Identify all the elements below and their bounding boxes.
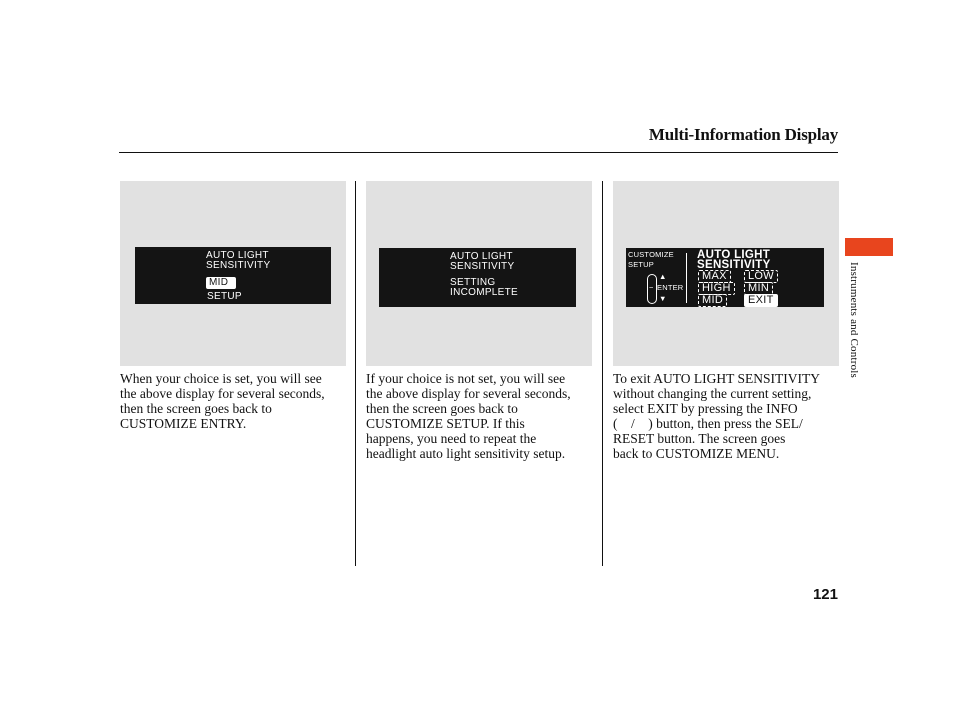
body-text-column-3 — [613, 371, 820, 461]
text-line: happens, you need to repeat the — [366, 431, 537, 446]
option-mid: MID — [698, 294, 727, 307]
up-arrow-icon: ▲ — [659, 272, 667, 281]
enter-label: ENTER — [657, 283, 684, 292]
screen-line: AUTO LIGHT — [206, 250, 269, 261]
text-line: ( / ) button, then press the SEL/ — [613, 416, 803, 431]
page-number: 121 — [812, 586, 838, 603]
screen-divider — [686, 253, 687, 303]
section-tab — [845, 238, 893, 256]
screen-line: SETTING — [450, 277, 496, 288]
text-line: select EXIT by pressing the INFO — [613, 401, 798, 416]
text-line: then the screen goes back to — [366, 401, 518, 416]
option-high: HIGH — [698, 282, 735, 295]
page-title: Multi-Information Display — [648, 125, 838, 144]
down-arrow-icon: ▼ — [659, 294, 667, 303]
figure-panel-1 — [120, 181, 346, 366]
selected-value-badge: MID — [206, 277, 236, 289]
text-line: then the screen goes back to — [120, 401, 272, 416]
text-line: headlight auto light sensitivity setup. — [366, 446, 566, 461]
text-line: back to CUSTOMIZE MENU. — [613, 446, 780, 461]
customize-label: CUSTOMIZE — [628, 250, 674, 259]
option-min: MIN — [744, 282, 773, 295]
text-line: without changing the current setting, — [613, 386, 812, 401]
text-line: To exit AUTO LIGHT SENSITIVITY — [613, 371, 821, 386]
text-line: CUSTOMIZE ENTRY. — [120, 416, 247, 431]
screen-line: INCOMPLETE — [450, 287, 519, 298]
selector-minus-icon: − — [649, 283, 654, 292]
screen-line: SETUP — [207, 291, 242, 302]
header-rule — [119, 152, 838, 153]
screen-line: AUTO LIGHT — [450, 251, 513, 262]
text-line: CUSTOMIZE SETUP. If this — [366, 416, 525, 431]
text-line: If your choice is not set, you will see — [366, 371, 566, 386]
display-screen-2 — [379, 248, 576, 307]
display-screen-1 — [135, 247, 331, 304]
text-line: the above display for several seconds, — [366, 386, 571, 401]
body-text-column-2 — [366, 371, 571, 461]
figure-panel-2 — [366, 181, 592, 366]
screen-line: SENSITIVITY — [450, 261, 515, 272]
option-low: LOW — [744, 270, 778, 283]
text-line: When your choice is set, you will see — [120, 371, 322, 386]
text-line: the above display for several seconds, — [120, 386, 325, 401]
screen-title: AUTO LIGHT — [697, 249, 771, 261]
customize-label: SETUP — [628, 260, 655, 269]
column-divider-2 — [602, 181, 603, 566]
display-screen-3 — [626, 248, 824, 307]
body-text-column-1 — [120, 371, 325, 431]
column-divider-1 — [355, 181, 356, 566]
option-exit: EXIT — [744, 294, 778, 307]
screen-title: SENSITIVITY — [697, 259, 771, 271]
screen-line: SENSITIVITY — [206, 260, 271, 271]
section-label: Instruments and Controls — [848, 262, 860, 379]
text-line: RESET button. The screen goes — [613, 431, 786, 446]
figure-panel-3 — [613, 181, 839, 366]
option-max: MAX — [698, 270, 731, 283]
